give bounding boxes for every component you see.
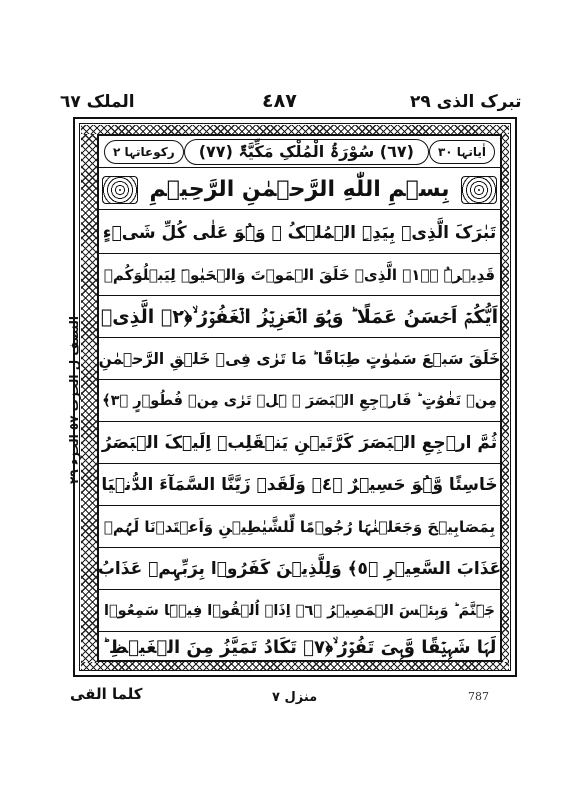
verse-line: خَلَقَ سَبۡعَ سَمٰوٰتٍ طِبَاقًا ؕ مَا تَرٰی فِیۡ خَلۡقِ الرَّحۡمٰنِ <box>98 338 501 380</box>
bismillah-row <box>98 170 501 210</box>
header-page-number: ٤٨٧ <box>262 90 297 112</box>
margin-juz-note: النصف ل الحزب ٥٧ الجزء ٢٩ <box>67 316 81 484</box>
header-juz-name: تبرک الذی ٢٩ <box>410 92 522 112</box>
page-number-latin: 787 <box>468 690 489 703</box>
verse-line: مِنۡ تَفٰوُتٍ ؕ فَارۡجِعِ الۡبَصَرَ ۙ ہَلۡ تَرٰی مِنۡ فُطُوۡرٍ ﴿٣﴾ <box>98 380 501 422</box>
ornament-left-icon <box>102 176 138 204</box>
decorative-border-left <box>81 134 97 662</box>
verse-line: اَیُّکُمۡ اَحۡسَنُ عَمَلًا ؕ وَہُوَ الۡعَزِیۡزُ الۡغَفُوۡرُ ۙ﴿٢﴾ الَّذِیۡ <box>98 296 501 338</box>
header-surah-name: الملک ٦٧ <box>60 92 135 112</box>
surah-title: (٦٧) سُوْرَۃُ الْمُلْکِ مَکِّیَّۃٌ (٧٧) <box>184 139 429 165</box>
catchword: کلما القی <box>70 685 143 703</box>
surah-heading-panel <box>98 136 501 168</box>
verse-line: عَذَابَ السَّعِیۡرِ ﴿٥﴾ وَلِلَّذِیۡنَ کَفَرُوۡا بِرَبِّہِمۡ عَذَابُ <box>98 548 501 590</box>
verse-line: بِمَصَابِیۡحَ وَجَعَلۡنٰہَا رُجُوۡمًا لِّلشَّیٰطِیۡنِ وَاَعۡتَدۡنَا لَہُمۡ <box>98 506 501 548</box>
bismillah: بِسۡمِ اللّٰهِ الرَّحۡمٰنِ الرَّحِيۡمِ <box>149 177 450 202</box>
ruku-count-cartouche: رکوعاتہا ٢ <box>104 140 184 164</box>
verse-line: قَدِیۡرُۨ ۙ﴿١﴾ الَّذِیۡ خَلَقَ الۡمَوۡتَ وَالۡحَیٰوۃَ لِیَبۡلُوَکُمۡ <box>98 254 501 296</box>
ayat-count-cartouche: اٰیاتہا ٣٠ <box>429 140 495 164</box>
verse-line: ثُمَّ ارۡجِعِ الۡبَصَرَ کَرَّتَیۡنِ یَنۡقَلِبۡ اِلَیۡکَ الۡبَصَرُ <box>98 422 501 464</box>
verse-line: لَہَا شَہِیۡقًا وَّہِیَ تَفُوۡرُ ۙ﴿٧﴾ تَکَادُ تَمَیَّزُ مِنَ الۡغَیۡظِ ؕ <box>102 636 497 658</box>
decorative-border-top <box>81 125 509 134</box>
decorative-border-bottom <box>81 662 509 670</box>
manzil-marker: منزل ٧ <box>272 690 318 705</box>
verse-line: تَبٰرَکَ الَّذِیۡ بِیَدِہِ الۡمُلۡکُ ۡ وَہُوَ عَلٰی کُلِّ شَیۡءٍ <box>98 212 501 254</box>
decorative-border-right <box>502 134 509 662</box>
ornament-right-icon <box>461 176 497 204</box>
verse-line: خَاسِئًا وَّہُوَ حَسِیۡرٌ ﴿٤﴾ وَلَقَدۡ زَیَّنَّا السَّمَآءَ الدُّنۡیَا <box>98 464 501 506</box>
verse-line: جَہَنَّمَ ؕ وَبِئۡسَ الۡمَصِیۡرُ ﴿٦﴾ اِذَاۤ اُلۡقُوۡا فِیۡہَا سَمِعُوۡا <box>98 590 501 632</box>
